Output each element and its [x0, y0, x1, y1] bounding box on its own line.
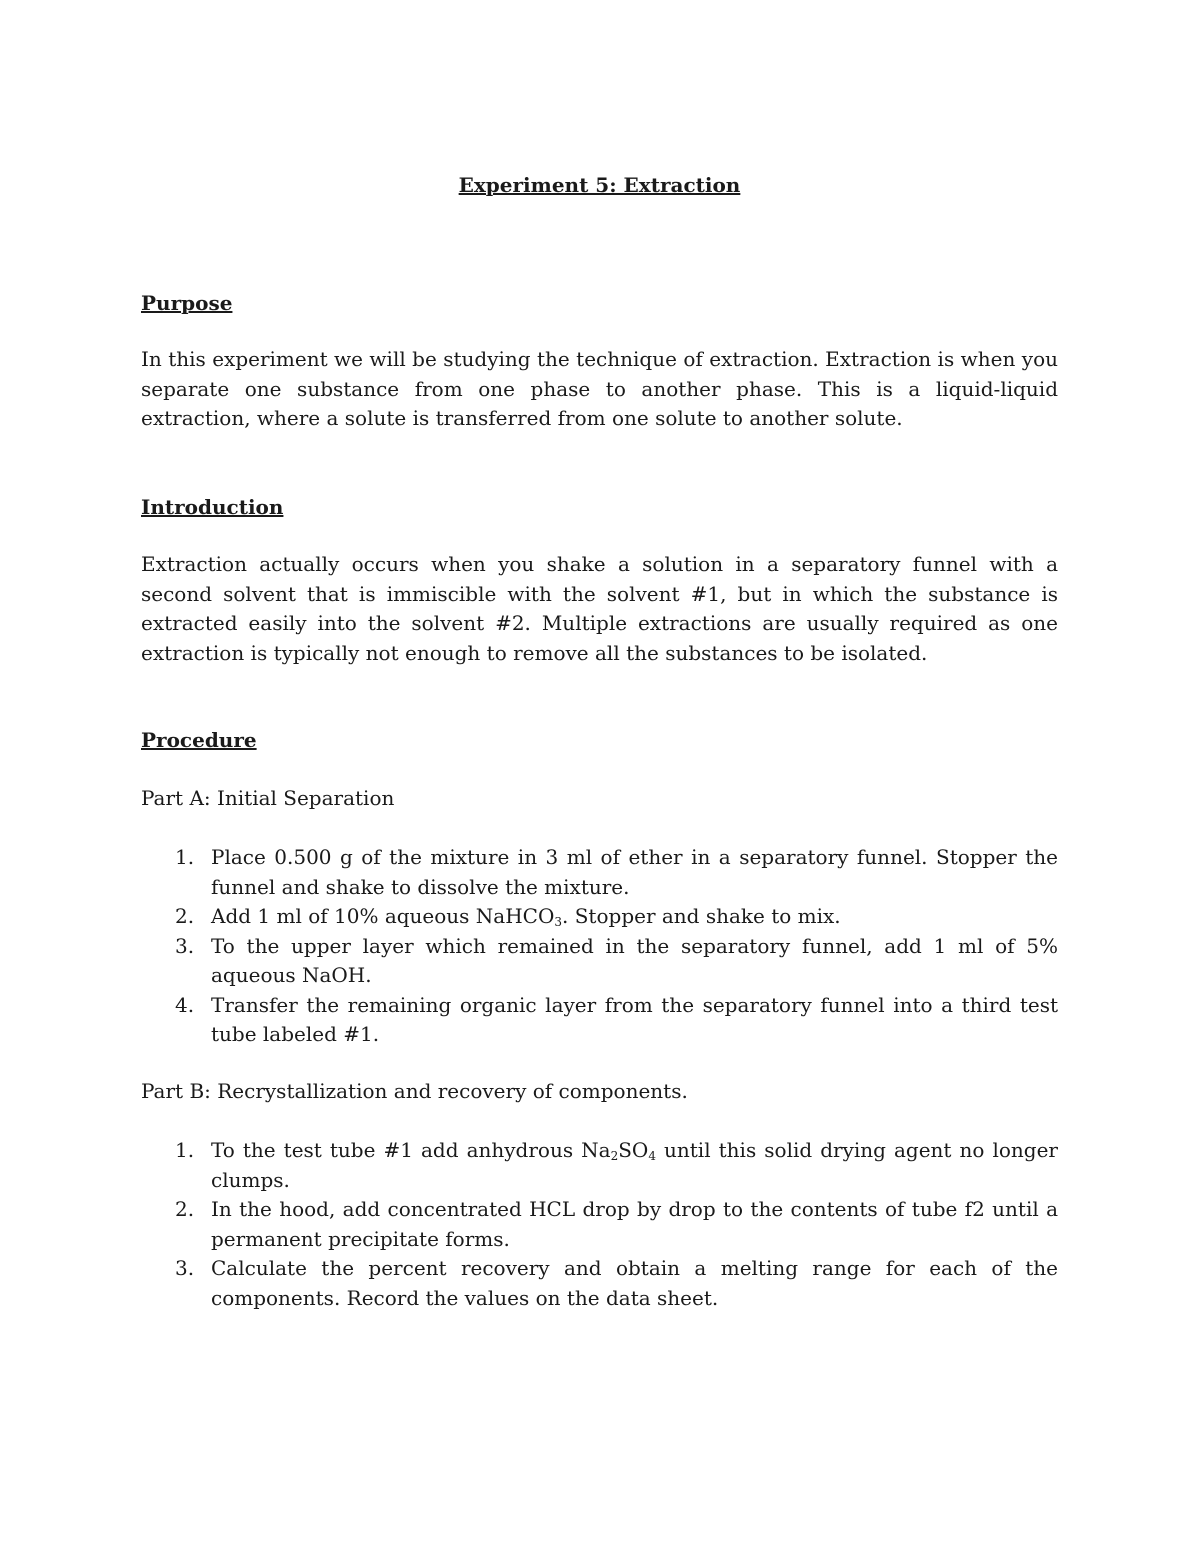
introduction-heading: Introduction: [141, 495, 284, 519]
list-item: [141, 902, 1058, 932]
list-item: [141, 1136, 1058, 1195]
part-a-label: Part A: Initial Separation: [141, 786, 395, 810]
chem-subscript: 3: [554, 915, 563, 929]
step-number: 1.: [175, 1138, 195, 1162]
chem-subscript: 4: [648, 1149, 656, 1163]
step-number: 3.: [175, 933, 195, 958]
list-item: [141, 843, 1058, 902]
part-a-steps: [141, 843, 1058, 1050]
step-text: Calculate the percent recovery and obtain a melting range for each of the components. Record the values on the data sheet.: [211, 1256, 1058, 1310]
step-text: Place 0.500 g of the mixture in 3 ml of ether in a separatory funnel. Stopper the funnel and shake to dissolve the mixture.: [211, 845, 1058, 899]
purpose-heading: Purpose: [141, 291, 233, 315]
step-number: 4.: [175, 992, 195, 1017]
step-number: 2.: [175, 1197, 195, 1221]
step-number: 1.: [175, 845, 195, 869]
procedure-heading: Procedure: [141, 728, 257, 752]
introduction-paragraph: Extraction actually occurs when you shake a solution in a separatory funnel with a second solvent that is immiscible with the solvent #1, but in which the substance is extracted easily into the solvent #2. Multiple extractions are usually required as one extraction is typically not enough to remove all the substances to be isolated.: [141, 552, 1058, 665]
chem-subscript: 2: [610, 1149, 619, 1163]
step-text: Add 1 ml of 10% aqueous NaHCO$_3$. Stopper and shake to mix.: [211, 904, 841, 929]
part-b-steps: [141, 1136, 1058, 1313]
purpose-paragraph: In this experiment we will be studying the technique of extraction. Extraction is when you separate one substance from one phase to another phase. This is a liquid-liquid extraction, where a solute is transferred from one solute to another solute.: [141, 347, 1058, 430]
part-b-label: Part B: Recrystallization and recovery of components.: [141, 1079, 688, 1103]
step-text: To the test tube #1 add anhydrous $Na_2SO_4$ until this solid drying agent no longer clumps.: [211, 1138, 1058, 1192]
list-item: [141, 991, 1058, 1050]
list-item: [141, 1195, 1058, 1254]
step-text: Transfer the remaining organic layer from the separatory funnel into a third test tube labeled #1.: [211, 992, 1058, 1046]
step-text: To the upper layer which remained in the separatory funnel, add 1 ml of 5% aqueous NaOH.: [211, 933, 1058, 987]
step-number: 3.: [175, 1256, 195, 1280]
page-title: Experiment 5: Extraction: [458, 173, 741, 197]
list-item: [141, 1254, 1058, 1313]
list-item: [141, 932, 1058, 991]
step-number: 2.: [175, 904, 195, 928]
step-text: In the hood, add concentrated HCL drop by drop to the contents of tube f2 until a permanent precipitate forms.: [211, 1197, 1058, 1251]
